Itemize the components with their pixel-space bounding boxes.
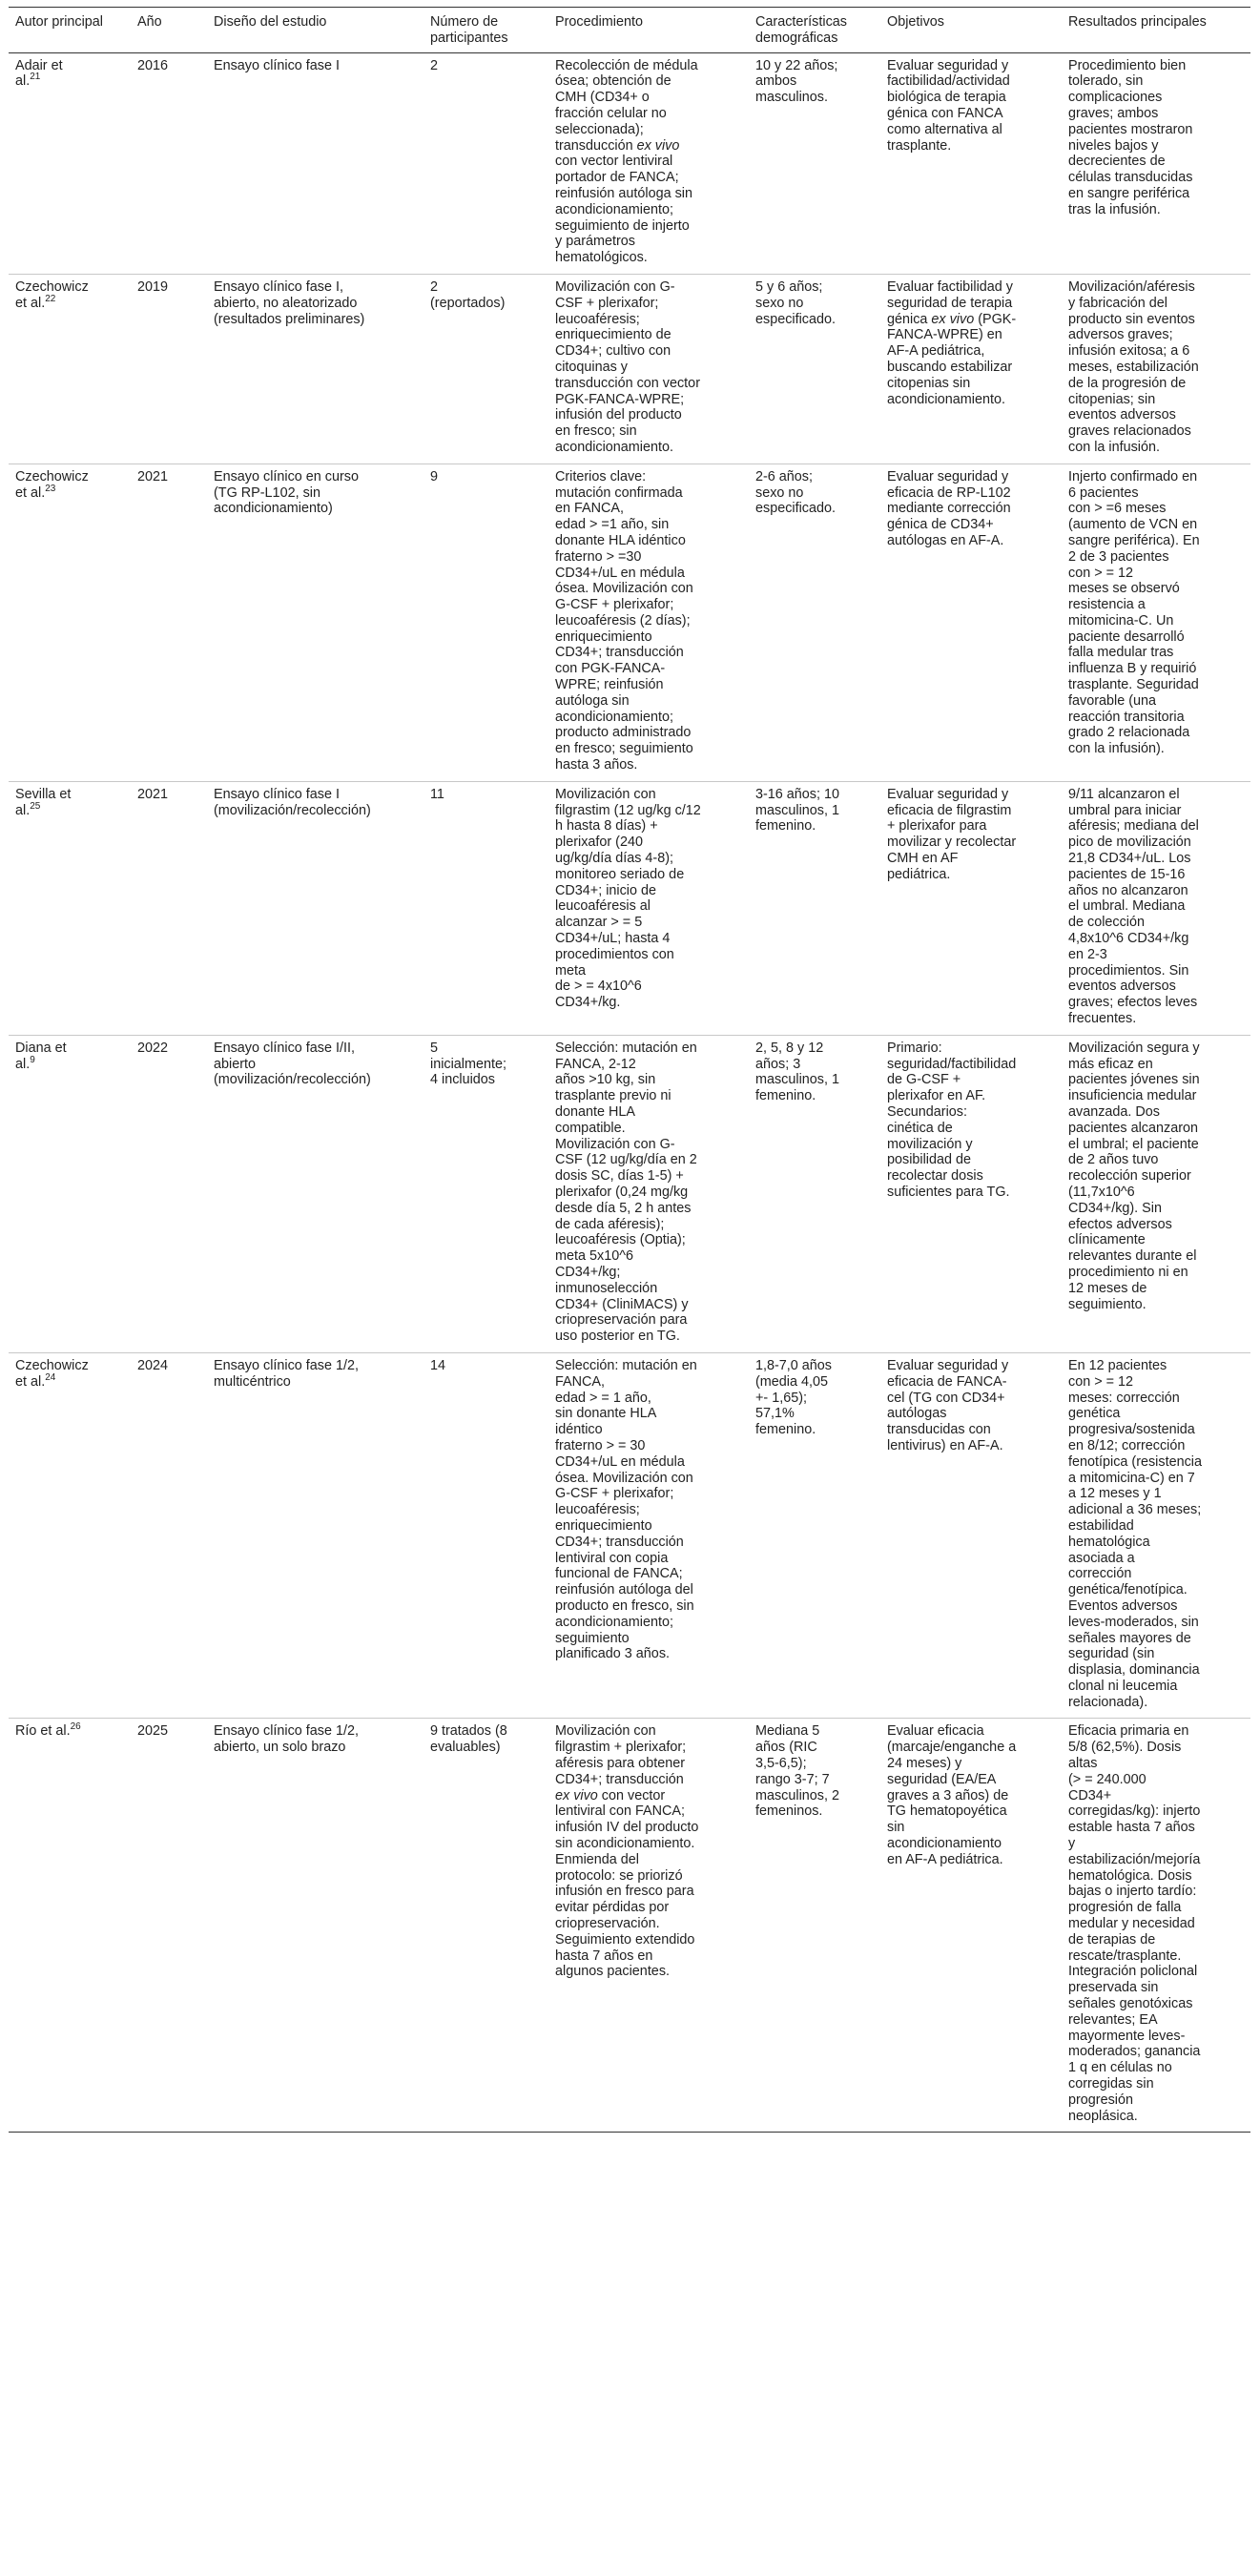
results-cell: Movilización segura y más eficaz en pacientes jóvenes sin insuficiencia medular avanzada. Dos pacientes alcanzaron el umbral; el paciente de 2 años tuvo recolección superior (11,7x10^6 CD34+/kg). Sin efectos adversos clínicamente relevantes durante el procedimiento ni en 12 meses de seguimiento. [1062, 1035, 1250, 1352]
text-segment: Movilización con filgrastim + plerixafor; aféresis para obtener CD34+; transducción [555, 1723, 687, 1787]
results-cell: Eficacia primaria en 5/8 (62,5%). Dosis altas (> = 240.000 CD34+ corregidas/kg): injerto estable hasta 7 años y estabilización/mejoría hematológica. Dosis bajas o injerto tardío: progresión de falla medular y necesidad de terapias de rescate/trasplante. Integración policlonal preservada sin señales genotóxicas relevantes; EA mayormente leves- moderados; ganancia 1 q en células no corregidas sin progresión neoplásica. [1062, 1719, 1250, 2133]
table-row [9, 1352, 1250, 1719]
objectives-cell [880, 781, 1062, 1035]
year-cell: 2021 [131, 464, 207, 781]
objectives-cell [880, 274, 1062, 464]
text-segment: Selección: mutación en FANCA, edad > = 1 año, sin donante HLA idéntico fraterno > = 30 CD34+/uL en médula ósea. Movilización con G-CSF + plerixafor; leucoaféresis; enriquecimiento CD34+; transducción lentiviral con copia funcional de FANCA; reinfusión autóloga del producto en fresco, sin acondicionamiento; seguimiento planificado 3 años. [555, 1357, 697, 1662]
demographics-cell: Mediana 5 años (RIC 3,5-6,5); rango 3-7; 7 masculinos, 2 femeninos. [749, 1719, 880, 2133]
header-results: Resultados principales [1062, 8, 1250, 53]
procedure-cell [548, 1035, 749, 1352]
text-segment: Evaluar seguridad y factibilidad/actividad biológica de terapia génica con FANCA como alternativa al trasplante. [887, 57, 1010, 154]
author-name: Czechowicz et al. [15, 278, 89, 311]
design-cell: Ensayo clínico en curso (TG RP-L102, sin acondicionamiento) [207, 464, 423, 781]
objectives-cell [880, 52, 1062, 274]
author-name: Adair et al. [15, 57, 63, 90]
participants-cell: 14 [423, 1352, 548, 1719]
procedure-cell [548, 274, 749, 464]
year-cell: 2021 [131, 781, 207, 1035]
year-cell: 2024 [131, 1352, 207, 1719]
author-name: Diana et al. [15, 1040, 67, 1072]
header-demographics: Características demográficas [749, 8, 880, 53]
table-row [9, 1035, 1250, 1352]
objectives-cell [880, 464, 1062, 781]
objectives-cell [880, 1035, 1062, 1352]
results-cell: 9/11 alcanzaron el umbral para iniciar aféresis; mediana del pico de movilización 21,8 CD34+/uL. Los pacientes de 15-16 años no alcanzaron el umbral. Mediana de colección 4,8x10^6 CD34+/kg en 2-3 procedimientos. Sin eventos adversos graves; efectos leves frecuentes. [1062, 781, 1250, 1035]
studies-table [9, 7, 1250, 2133]
table-row [9, 1719, 1250, 2133]
demographics-cell: 2, 5, 8 y 12 años; 3 masculinos, 1 femenino. [749, 1035, 880, 1352]
author-cell [9, 1035, 131, 1352]
demographics-cell: 2-6 años; sexo no especificado. [749, 464, 880, 781]
objectives-cell [880, 1352, 1062, 1719]
reference-number: 26 [70, 1721, 81, 1733]
text-segment: Movilización con G- CSF + plerixafor; leucoaféresis; enriquecimiento de CD34+; cultivo con citoquinas y transducción con vector PGK-FANCA-WPRE; infusión del producto en fresco; sin acondicionamiento. [555, 278, 700, 455]
procedure-cell [548, 1719, 749, 2133]
author-cell [9, 52, 131, 274]
text-segment: Evaluar seguridad y eficacia de RP-L102 mediante corrección génica de CD34+ autólogas en AF-A. [887, 468, 1011, 548]
table-row [9, 52, 1250, 274]
design-cell: Ensayo clínico fase 1/2, multicéntrico [207, 1352, 423, 1719]
year-cell: 2019 [131, 274, 207, 464]
participants-cell: 2 [423, 52, 548, 274]
italic-term: ex vivo [931, 311, 975, 327]
table-row [9, 464, 1250, 781]
text-segment: Evaluar seguridad y eficacia de FANCA- cel (TG con CD34+ autólogas transducidas con lentivirus) en AF-A. [887, 1357, 1009, 1453]
author-cell [9, 464, 131, 781]
year-cell: 2022 [131, 1035, 207, 1352]
participants-cell: 5 inicialmente; 4 incluidos [423, 1035, 548, 1352]
header-author: Autor principal [9, 8, 131, 53]
participants-cell: 9 tratados (8 evaluables) [423, 1719, 548, 2133]
text-segment: Evaluar eficacia (marcaje/enganche a 24 meses) y seguridad (EA/EA graves a 3 años) de TG hematopoyética sin acondicionamiento en AF-A pediátrica. [887, 1723, 1017, 1867]
text-segment: con vector lentiviral portador de FANCA; reinfusión autóloga sin acondicionamiento; seguimiento de injerto y parámetros hematológicos. [555, 154, 693, 266]
design-cell: Ensayo clínico fase I, abierto, no aleatorizado (resultados preliminares) [207, 274, 423, 464]
design-cell: Ensayo clínico fase I/II, abierto (movilización/recolección) [207, 1035, 423, 1352]
header-year: Año [131, 8, 207, 53]
author-cell [9, 781, 131, 1035]
reference-number: 21 [30, 72, 41, 83]
header-row [9, 8, 1250, 53]
design-cell: Ensayo clínico fase I [207, 52, 423, 274]
text-segment: (PGK- FANCA-WPRE) en AF-A pediátrica, buscando estabilizar citopenias sin acondicionamiento. [887, 311, 1017, 407]
objectives-cell [880, 1719, 1062, 2133]
demographics-cell: 1,8-7,0 años (media 4,05 +- 1,65); 57,1% femenino. [749, 1352, 880, 1719]
procedure-cell [548, 52, 749, 274]
demographics-cell: 10 y 22 años; ambos masculinos. [749, 52, 880, 274]
text-segment: Movilización con filgrastim (12 ug/kg c/12 h hasta 8 días) + plerixafor (240 ug/kg/día días 4-8); monitoreo seriado de CD34+; inicio de leucoaféresis al alcanzar > = 5 CD34+/uL; hasta 4 procedimientos con meta de > = 4x10^6 CD34+/kg. [555, 786, 701, 1011]
demographics-cell: 3-16 años; 10 masculinos, 1 femenino. [749, 781, 880, 1035]
text-segment: Recolección de médula ósea; obtención de CMH (CD34+ o fracción celular no seleccionada); transducción [555, 57, 698, 154]
design-cell: Ensayo clínico fase 1/2, abierto, un solo brazo [207, 1719, 423, 2133]
reference-number: 9 [30, 1054, 35, 1065]
procedure-cell [548, 464, 749, 781]
header-design: Diseño del estudio [207, 8, 423, 53]
text-segment: Selección: mutación en FANCA, 2-12 años >10 kg, sin trasplante previo ni donante HLA compatible. Movilización con G- CSF (12 ug/kg/día en 2 dosis SC, días 1-5) + plerixafor (0,24 mg/kg desde día 5, 2 h antes de cada aféresis); leucoaféresis (Optia); meta 5x10^6 CD34+/kg; inmunoselección CD34+ (CliniMACS) y criopreservación para uso posterior en TG. [555, 1040, 697, 1345]
results-cell: Procedimiento bien tolerado, sin complicaciones graves; ambos pacientes mostraron niveles bajos y decrecientes de células transducidas en sangre periférica tras la infusión. [1062, 52, 1250, 274]
author-cell [9, 1352, 131, 1719]
procedure-cell [548, 1352, 749, 1719]
table-row [9, 781, 1250, 1035]
participants-cell: 2 (reportados) [423, 274, 548, 464]
procedure-cell [548, 781, 749, 1035]
italic-term: ex vivo [555, 1787, 598, 1803]
header-objectives: Objetivos [880, 8, 1062, 53]
author-name: Czechowicz et al. [15, 468, 89, 501]
results-cell: Movilización/aféresis y fabricación del producto sin eventos adversos graves; infusión exitosa; a 6 meses, estabilización de la progresión de citopenias; sin eventos adversos graves relacionados con la infusión. [1062, 274, 1250, 464]
table-body [9, 52, 1250, 2133]
author-name: Río et al. [15, 1723, 71, 1740]
participants-cell: 9 [423, 464, 548, 781]
author-name: Czechowicz et al. [15, 1357, 89, 1390]
reference-number: 24 [45, 1371, 56, 1383]
participants-cell: 11 [423, 781, 548, 1035]
table-row [9, 274, 1250, 464]
text-segment: Evaluar factibilidad y seguridad de terapia génica [887, 278, 1013, 327]
text-segment: con vector lentiviral con FANCA; infusión IV del producto sin acondicionamiento. Enmienda del protocolo: se priorizó infusión en fresco para evitar pérdidas por criopreservación. Seguimiento extendido hasta 7 años en algunos pacientes. [555, 1787, 699, 1980]
header-participants: Número de participantes [423, 8, 548, 53]
text-segment: Evaluar seguridad y eficacia de filgrastim + plerixafor para movilizar y recolectar CMH en AF pediátrica. [887, 786, 1017, 882]
reference-number: 22 [45, 293, 56, 304]
year-cell: 2016 [131, 52, 207, 274]
italic-term: ex vivo [636, 137, 680, 154]
author-cell [9, 1719, 131, 2133]
reference-number: 23 [45, 483, 56, 494]
header-procedure: Procedimiento [548, 8, 749, 53]
year-cell: 2025 [131, 1719, 207, 2133]
text-segment: Primario: seguridad/factibilidad de G-CSF + plerixafor en AF. Secundarios: cinética de movilización y posibilidad de recolectar dosis suficientes para TG. [887, 1040, 1017, 1200]
reference-number: 25 [30, 800, 41, 812]
demographics-cell: 5 y 6 años; sexo no especificado. [749, 274, 880, 464]
results-cell: Injerto confirmado en 6 pacientes con > =6 meses (aumento de VCN en sangre periférica). En 2 de 3 pacientes con > = 12 meses se observó resistencia a mitomicina-C. Un paciente desarrolló falla medular tras influenza B y requirió trasplante. Seguridad favorable (una reacción transitoria grado 2 relacionada con la infusión). [1062, 464, 1250, 781]
results-cell: En 12 pacientes con > = 12 meses: corrección genética progresiva/sostenida en 8/12; corrección fenotípica (resistencia a mitomicina-C) en 7 a 12 meses y 1 adicional a 36 meses; estabilidad hematológica asociada a corrección genética/fenotípica. Eventos adversos leves-moderados, sin señales mayores de seguridad (sin displasia, dominancia clonal ni leucemia relacionada). [1062, 1352, 1250, 1719]
design-cell: Ensayo clínico fase I (movilización/recolección) [207, 781, 423, 1035]
text-segment: Criterios clave: mutación confirmada en FANCA, edad > =1 año, sin donante HLA idéntico fraterno > =30 CD34+/uL en médula ósea. Movilización con G-CSF + plerixafor; leucoaféresis (2 días); enriquecimiento CD34+; transducción con PGK-FANCA- WPRE; reinfusión autóloga sin acondicionamiento; producto administrado en fresco; seguimiento hasta 3 años. [555, 468, 693, 773]
author-name: Sevilla et al. [15, 786, 72, 818]
author-cell [9, 274, 131, 464]
